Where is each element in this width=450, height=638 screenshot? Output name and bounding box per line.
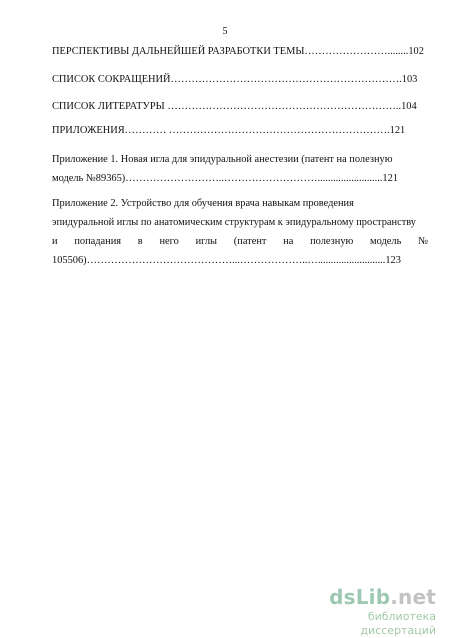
- appendix-1-line-2: модель №89365)………………………..……………………….........................121: [52, 173, 398, 184]
- appendix-2-line-2: эпидуральной иглы по анатомическим структурам к эпидуральному пространству: [52, 217, 416, 228]
- toc-entry-appendix-2: [52, 194, 428, 270]
- appendix-2-line-1: Приложение 2. Устройство для обучения врача навыкам проведения: [52, 198, 354, 209]
- site-watermark[interactable]: [296, 586, 436, 638]
- page-number: 5: [222, 26, 228, 37]
- appendix-2-line-4: 105506)……………………………………...………………..…..........................123: [52, 255, 401, 266]
- watermark-brand-main: dsLib: [329, 585, 391, 609]
- word: иглы: [195, 236, 218, 247]
- watermark-subtitle: библиотека диссертаций: [360, 610, 436, 637]
- watermark-logo: [296, 586, 436, 608]
- toc-entry-references: СПИСОК ЛИТЕРАТУРЫ …………………………………………………………..104: [52, 101, 417, 112]
- watermark-brand-tld: .net: [390, 585, 436, 609]
- word: №: [418, 236, 428, 247]
- toc-entry-appendices: ПРИЛОЖЕНИЯ………… ……………………………………………………….121: [52, 125, 406, 136]
- word: и: [52, 236, 58, 247]
- toc-entry-perspectives: ПЕРСПЕКТИВЫ ДАЛЬНЕЙШЕЙ РАЗРАБОТКИ ТЕМЫ……………………........102: [52, 46, 424, 57]
- appendix-2-line-3: [52, 232, 428, 251]
- word: полезную: [310, 236, 354, 247]
- appendix-1-line-1: Приложение 1. Новая игла для эпидуральной анестезии (патент на полезную: [52, 154, 393, 165]
- word: на: [283, 236, 294, 247]
- word: в: [137, 236, 143, 247]
- word: (патент: [233, 236, 267, 247]
- toc-entry-appendix-1: [52, 150, 428, 188]
- word: модель: [370, 236, 402, 247]
- word: него: [159, 236, 179, 247]
- word: попадания: [74, 236, 122, 247]
- toc-entry-abbreviations: СПИСОК СОКРАЩЕНИЙ………………………………………………………….103: [52, 74, 418, 85]
